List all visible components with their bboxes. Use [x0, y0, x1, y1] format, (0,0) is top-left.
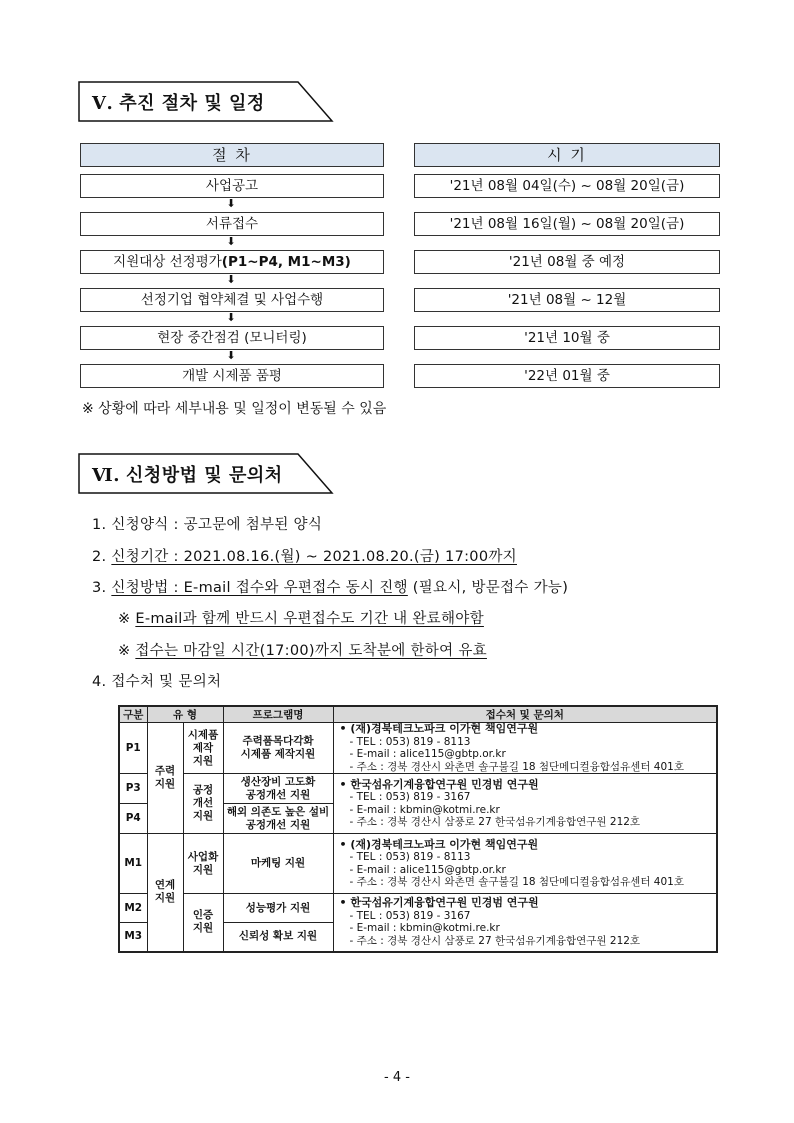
table-row [119, 894, 717, 923]
page-number: - 4 - [384, 1070, 410, 1085]
program-cell: 해외 의존도 높은 설비 공정개선 지원 [223, 804, 333, 834]
time-row-1: '21년 08월 04일(수) ~ 08월 20일(금) [414, 174, 720, 198]
header-cell: 접수처 및 문의처 [333, 706, 717, 723]
table-row [119, 723, 717, 774]
header-cell: 구분 [119, 706, 147, 723]
item-4: 4. 접수처 및 문의처 [92, 674, 222, 690]
table-header-row [119, 706, 717, 723]
code-cell: M2 [119, 894, 147, 923]
down-arrow-icon: ⬇ [226, 273, 236, 286]
section5-title: Ⅴ. 추진 절차 및 일정 [92, 93, 265, 114]
down-arrow-icon: ⬇ [226, 197, 236, 210]
note-2: ※ 접수는 마감일 시간(17:00)까지 도착분에 한하여 유효 [118, 643, 487, 659]
down-arrow-icon: ⬇ [226, 235, 236, 248]
program-cell: 주력품목다각화 시제품 제작지원 [223, 723, 333, 774]
subtype-cell: 시제품 제작 지원 [183, 723, 223, 774]
header-cell: 프로그램명 [223, 706, 333, 723]
contact-cell: • (재)경북테크노파크 이가현 책임연구원 - TEL : 053) 819 - 8113 - E-mail : alice115@gbtp.or.kr - 주소 : 경북 경산시 와촌면 솔구불길 18 첨단메디컬융합섬유센터 401호 [333, 723, 717, 774]
time-row-2: '21년 08월 16일(월) ~ 08월 20일(금) [414, 212, 720, 236]
section5-banner [78, 81, 333, 121]
time-row-6: '22년 01월 중 [414, 364, 720, 388]
table-row [119, 774, 717, 804]
contact-cell: • 한국섬유기계융합연구원 민경범 연구원 - TEL : 053) 819 - 3167 - E-mail : kbmin@kotmi.re.kr - 주소 : 경북 경산시 삼풍로 27 한국섬유기계융합연구원 212호 [333, 894, 717, 952]
contact-table [118, 705, 718, 953]
item-1: 1. 신청양식 : 공고문에 첨부된 양식 [92, 517, 323, 533]
header-procedure: 절 차 [80, 143, 384, 167]
proc-row-2: 서류접수 [80, 212, 384, 236]
subtype-cell: 사업화 지원 [183, 834, 223, 894]
program-cell: 마케팅 지원 [223, 834, 333, 894]
code-cell: M3 [119, 923, 147, 952]
down-arrow-icon: ⬇ [226, 311, 236, 324]
table-row [119, 834, 717, 894]
proc-row-1: 사업공고 [80, 174, 384, 198]
section6-banner [78, 453, 333, 493]
contact-cell: • 한국섬유기계융합연구원 민경범 연구원 - TEL : 053) 819 - 3167 - E-mail : kbmin@kotmi.re.kr - 주소 : 경북 경산시 삼풍로 27 한국섬유기계융합연구원 212호 [333, 774, 717, 834]
header-schedule: 시 기 [414, 143, 720, 167]
header-cell: 유 형 [147, 706, 223, 723]
time-row-3: '21년 08월 중 예정 [414, 250, 720, 274]
proc-row-6: 개발 시제품 품평 [80, 364, 384, 388]
program-cell: 신뢰성 확보 지원 [223, 923, 333, 952]
code-cell: P3 [119, 774, 147, 804]
proc-row-3: 지원대상 선정평가(P1~P4, M1~M3) [80, 250, 384, 274]
code-cell: M1 [119, 834, 147, 894]
item-3: 3. 신청방법 : E-mail 접수와 우편접수 동시 진행 (필요시, 방문접수 가능) [92, 580, 569, 596]
schedule-note: ※ 상황에 따라 세부내용 및 일정이 변동될 수 있음 [82, 401, 387, 417]
program-cell: 성능평가 지원 [223, 894, 333, 923]
proc-row-5: 현장 중간점검 (모니터링) [80, 326, 384, 350]
subtype-cell: 인증 지원 [183, 894, 223, 952]
type-cell: 주력 지원 [147, 723, 183, 834]
program-cell: 생산장비 고도화 공정개선 지원 [223, 774, 333, 804]
subtype-cell: 공정 개선 지원 [183, 774, 223, 834]
down-arrow-icon: ⬇ [226, 349, 236, 362]
item-2: 2. 신청기간 : 2021.08.16.(월) ~ 2021.08.20.(금) 17:00까지 [92, 549, 517, 565]
code-cell: P1 [119, 723, 147, 774]
code-cell: P4 [119, 804, 147, 834]
type-cell: 연계 지원 [147, 834, 183, 952]
proc-row-4: 선정기업 협약체결 및 사업수행 [80, 288, 384, 312]
time-row-5: '21년 10월 중 [414, 326, 720, 350]
time-row-4: '21년 08월 ~ 12월 [414, 288, 720, 312]
contact-cell: • (재)경북테크노파크 이가현 책임연구원 - TEL : 053) 819 - 8113 - E-mail : alice115@gbtp.or.kr - 주소 : 경북 경산시 와촌면 솔구불길 18 첨단메디컬융합섬유센터 401호 [333, 834, 717, 894]
note-1: ※ E-mail과 함께 반드시 우편접수도 기간 내 완료해야함 [118, 611, 484, 627]
section6-title: Ⅵ. 신청방법 및 문의처 [92, 465, 283, 486]
